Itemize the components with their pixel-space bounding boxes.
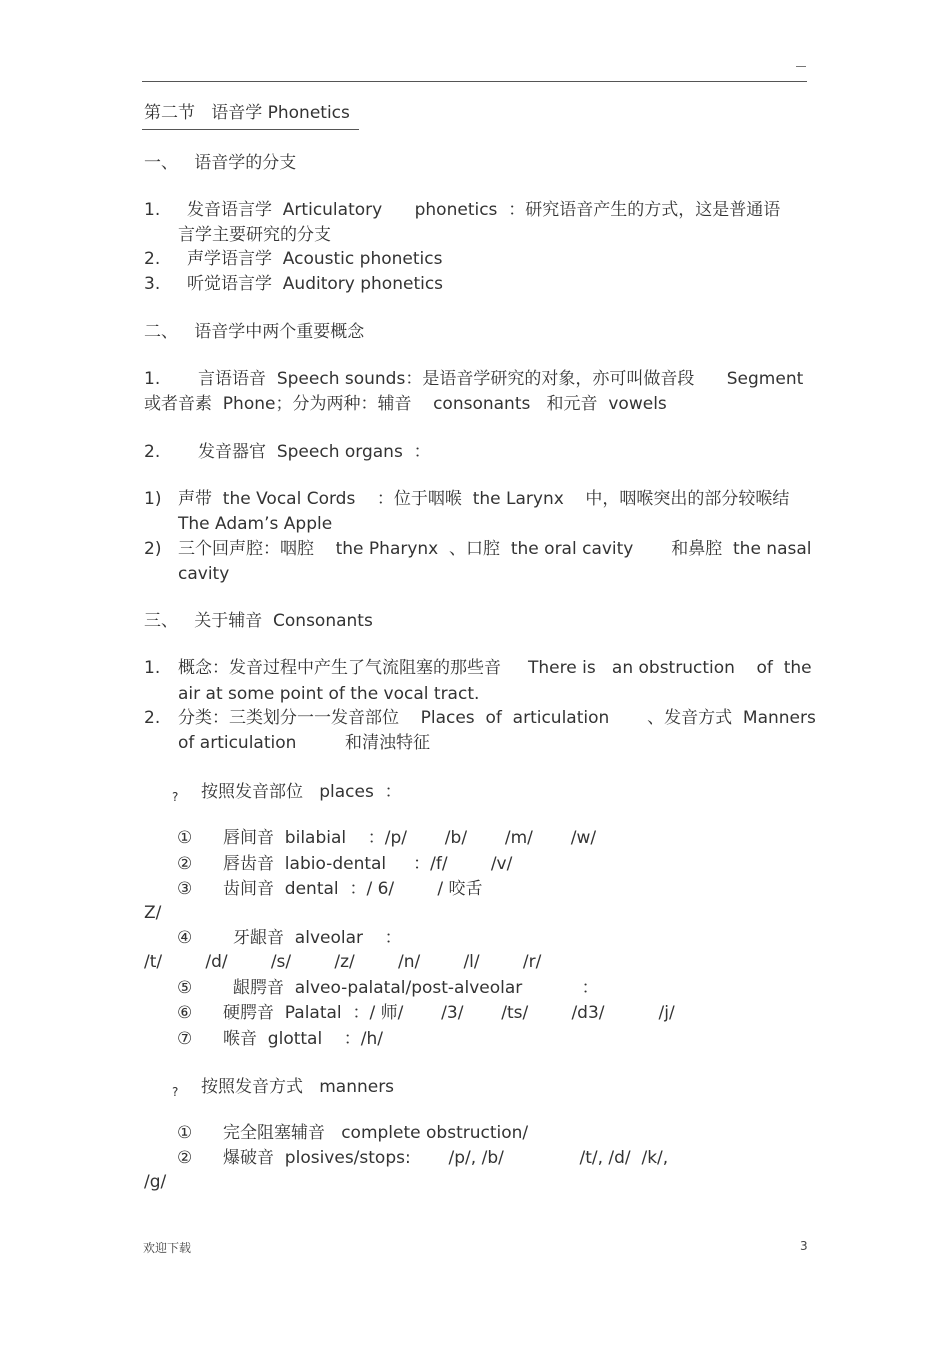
item-number: 1. — [144, 200, 161, 220]
item-classification-wrap: of articulation 和清浊特征 — [178, 733, 431, 753]
organ-vocal-cords: 声带 the Vocal Cords ：位于咽喉 the Larynx 中，咽喉突出的部分较喉结 — [178, 489, 790, 509]
heading-concepts: 二、 语音学中两个重要概念 — [144, 322, 365, 342]
item-concept-wrap: air at some point of the vocal tract. — [178, 684, 480, 704]
circled-number: ① — [177, 1123, 193, 1143]
item-articulatory-wrap: 言学主要研究的分支 — [178, 225, 331, 245]
organ-cavities-wrap: cavity — [178, 564, 230, 584]
circled-number: ⑥ — [177, 1003, 193, 1023]
item-articulatory: 发音语言学 Articulatory phonetics ：研究语音产生的方式，这是普通语 — [187, 200, 781, 220]
place-dental-wrap: Z/ — [144, 903, 162, 923]
item-auditory: 听觉语言学 Auditory phonetics — [187, 274, 444, 294]
item-acoustic: 声学语言学 Acoustic phonetics — [187, 249, 443, 269]
circled-number: ③ — [177, 879, 193, 899]
circled-number: ② — [177, 1148, 193, 1168]
footer-download-text: 欢迎下载 — [143, 1241, 192, 1255]
page-number: 3 — [800, 1239, 808, 1253]
circled-number: ⑤ — [177, 978, 193, 998]
organ-vocal-cords-wrap: The Adam’s Apple — [178, 514, 333, 534]
item-classification: 分类：三类划分一一发音部位 Places of articulation 、发音方式 Manners — [178, 708, 816, 728]
bullet-mark: ? — [172, 790, 179, 804]
header-mark — [796, 66, 806, 67]
organ-cavities: 三个回声腔：咽腔 the Pharynx 、口腔 the oral cavity 和鼻腔 the nasal — [178, 539, 812, 559]
heading-branches: 一、 语音学的分支 — [144, 153, 297, 173]
title-underline — [142, 129, 359, 130]
place-bilabial: 唇间音 bilabial ：/p/ /b/ /m/ /w/ — [223, 828, 597, 848]
circled-number: ④ — [177, 928, 193, 948]
para-speech-sounds: 1. 言语语音 Speech sounds：是语音学研究的对象，亦可叫做音段 Segment — [144, 369, 804, 389]
para-speech-organs: 2. 发音器官 Speech organs ： — [144, 442, 431, 462]
place-labiodental: 唇齿音 labio-dental ：/f/ /v/ — [223, 854, 513, 874]
circled-number: ⑦ — [177, 1029, 193, 1049]
section-title: 第二节 语音学 Phonetics — [144, 103, 350, 123]
place-alveolar-wrap: /t/ /d/ /s/ /z/ /n/ /l/ /r/ — [144, 952, 542, 972]
manner-plosives-wrap: /g/ — [144, 1172, 167, 1192]
item-number: 2. — [144, 708, 161, 728]
header-rule — [142, 81, 807, 82]
item-number: 2. — [144, 249, 161, 269]
place-palatal: 硬腭音 Palatal ：/ 师/ /3/ /ts/ /d3/ /j/ — [223, 1003, 675, 1023]
place-dental: 齿间音 dental ：/ 6/ / 咬舌 — [223, 879, 483, 899]
place-alveo-palatal: 龈腭音 alveo-palatal/post-alveolar ： — [233, 978, 599, 998]
circled-number: ② — [177, 854, 193, 874]
item-number: 1. — [144, 658, 161, 678]
organ-number: 2) — [144, 539, 162, 559]
manner-complete-obstruction: 完全阻塞辅音 complete obstruction/ — [223, 1123, 529, 1143]
bullet-mark: ? — [172, 1085, 179, 1099]
organ-number: 1) — [144, 489, 162, 509]
bullet-places: 按照发音部位 places ： — [201, 782, 402, 802]
manner-plosives: 爆破音 plosives/stops: /p/, /b/ /t/, /d/ /k/, — [223, 1148, 669, 1168]
bullet-manners: 按照发音方式 manners — [201, 1077, 395, 1097]
para-speech-sounds-wrap: 或者音素 Phone；分为两种：辅音 consonants 和元音 vowels — [144, 394, 667, 414]
circled-number: ① — [177, 828, 193, 848]
heading-consonants: 三、 关于辅音 Consonants — [144, 611, 373, 631]
place-alveolar: 牙龈音 alveolar ： — [233, 928, 402, 948]
place-glottal: 喉音 glottal ：/h/ — [223, 1029, 384, 1049]
item-concept: 概念：发音过程中产生了气流阻塞的那些音 There is an obstruction of the — [178, 658, 812, 678]
item-number: 3. — [144, 274, 161, 294]
